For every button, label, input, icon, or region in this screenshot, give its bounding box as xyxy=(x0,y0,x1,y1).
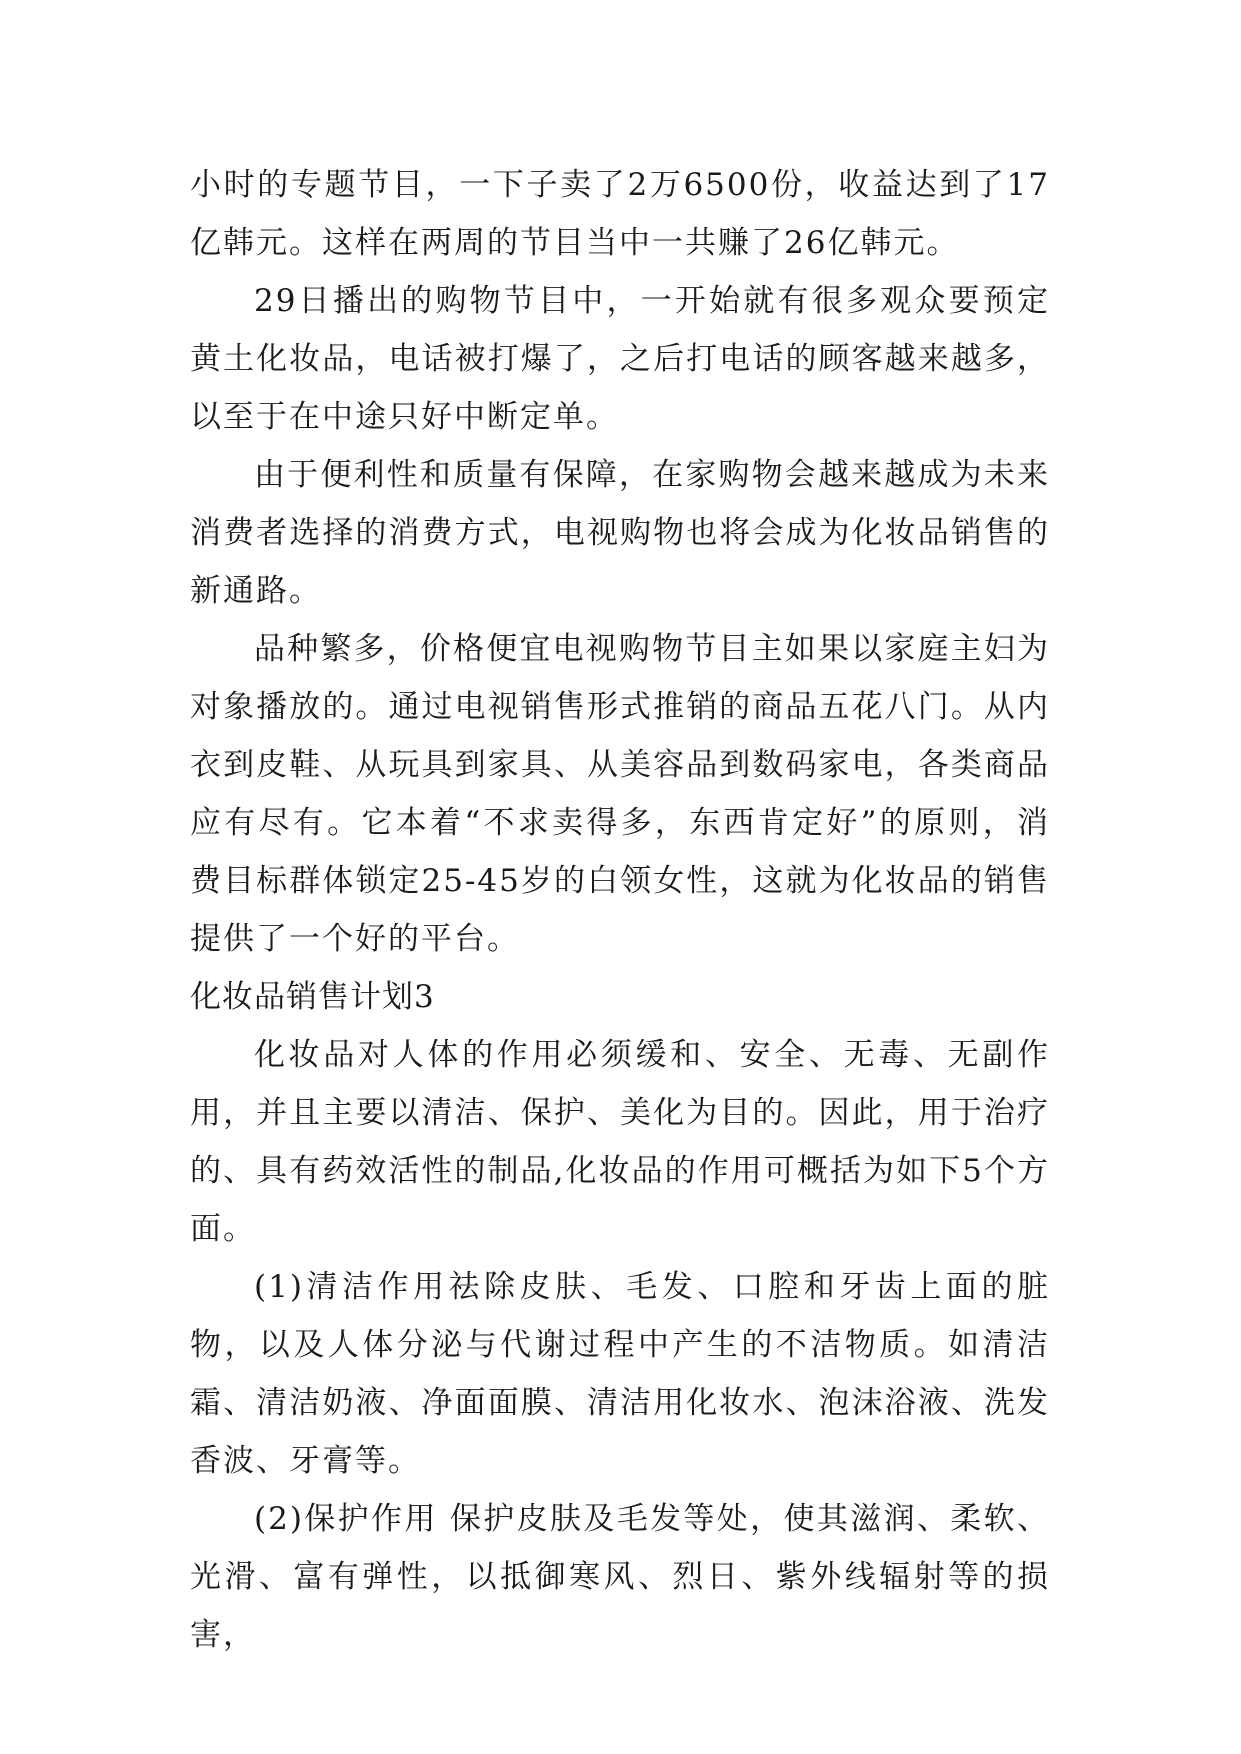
document-body xyxy=(190,156,1050,1664)
body-paragraph: (2)保护作用 保护皮肤及毛发等处，使其滋润、柔软、光滑、富有弹性，以抵御寒风、烈日、紫外线辐射等的损害， xyxy=(190,1501,1050,1653)
body-paragraph: 化妆品对人体的作用必须缓和、安全、无毒、无副作用，并且主要以清洁、保护、美化为目的。因此，用于治疗的、具有药效活性的制品,化妆品的作用可概括为如下5个方面。 xyxy=(190,1037,1050,1247)
body-paragraph: 小时的专题节目，一下子卖了2万6500份，收益达到了17亿韩元。这样在两周的节目当中一共赚了26亿韩元。 xyxy=(190,167,1050,261)
section-heading: 化妆品销售计划3 xyxy=(190,979,435,1015)
body-paragraph: 29日播出的购物节目中，一开始就有很多观众要预定黄土化妆品，电话被打爆了，之后打电话的顾客越来越多，以至于在中途只好中断定单。 xyxy=(190,283,1050,435)
body-paragraph: (1)清洁作用祛除皮肤、毛发、口腔和牙齿上面的脏物，以及人体分泌与代谢过程中产生的不洁物质。如清洁霜、清洁奶液、净面面膜、清洁用化妆水、泡沫浴液、洗发香波、牙膏等。 xyxy=(190,1269,1050,1479)
body-paragraph: 由于便利性和质量有保障，在家购物会越来越成为未来消费者选择的消费方式，电视购物也将会成为化妆品销售的新通路。 xyxy=(190,457,1050,609)
body-paragraph: 品种繁多，价格便宜电视购物节目主如果以家庭主妇为对象播放的。通过电视销售形式推销的商品五花八门。从内衣到皮鞋、从玩具到家具、从美容品到数码家电，各类商品应有尽有。它本着“不求卖得多，东西肯定好”的原则，消费目标群体锁定25-45岁的白领女性，这就为化妆品的销售提供了一个好的平台。 xyxy=(190,631,1050,957)
